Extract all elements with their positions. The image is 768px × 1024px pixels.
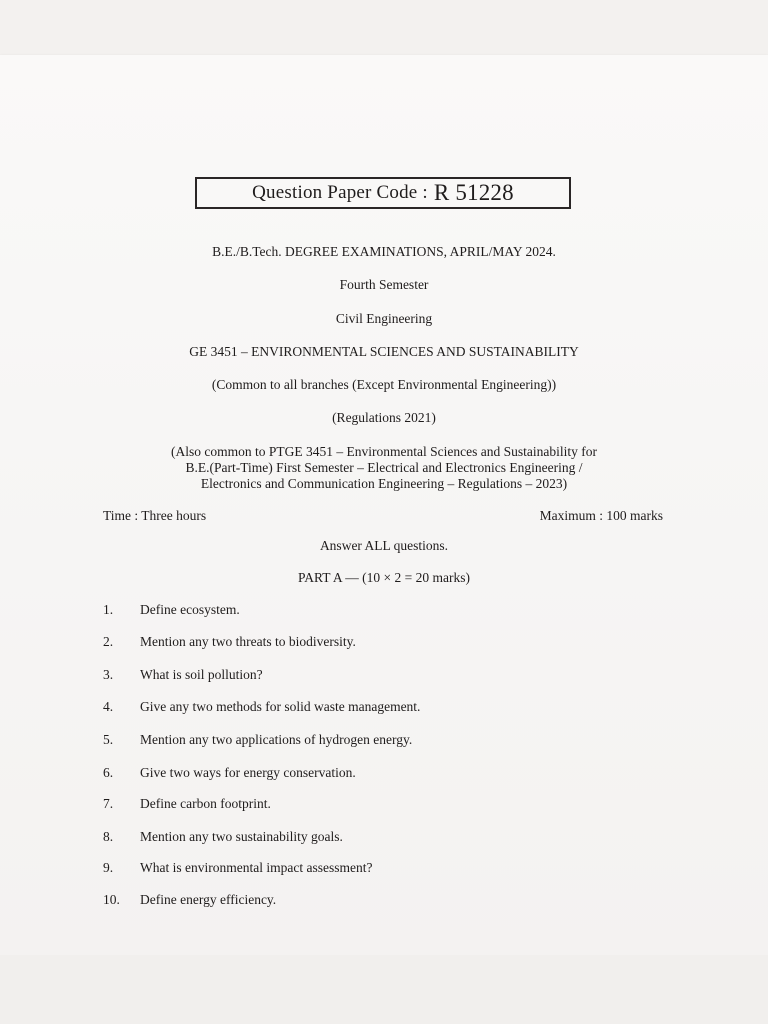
- question-item: [103, 602, 240, 618]
- question-number: 5.: [103, 732, 114, 747]
- question-number: 6.: [103, 765, 114, 780]
- question-item: [103, 765, 356, 781]
- branch: Civil Engineering: [335, 311, 433, 326]
- time-allowed: Time : Three hours: [103, 508, 207, 523]
- course-title: GE 3451 – ENVIRONMENTAL SCIENCES AND SUSTAINABILITY: [189, 344, 579, 359]
- question-text: Define ecosystem.: [140, 602, 240, 617]
- question-paper-code-box: [195, 177, 571, 209]
- question-number: 8.: [103, 829, 114, 844]
- question-text: Give two ways for energy conservation.: [140, 765, 356, 780]
- question-number: 4.: [103, 699, 114, 714]
- question-text: Mention any two threats to biodiversity.: [140, 634, 356, 649]
- also-common-line-3: Electronics and Communication Engineering – Regulations – 2023): [200, 476, 568, 491]
- question-item: [103, 732, 412, 748]
- also-common-line-1: (Also common to PTGE 3451 – Environmental Sciences and Sustainability for: [171, 444, 597, 459]
- instruction: Answer ALL questions.: [319, 538, 449, 553]
- code-label: Question Paper Code :: [252, 182, 428, 203]
- question-item: [103, 892, 276, 908]
- maximum-marks: Maximum : 100 marks: [539, 508, 663, 523]
- question-item: [103, 667, 263, 683]
- question-item: [103, 699, 420, 715]
- background-area: [0, 955, 768, 1024]
- semester: Fourth Semester: [339, 277, 429, 292]
- time-marks-row: [103, 508, 663, 524]
- question-text: Give any two methods for solid waste management.: [140, 699, 421, 714]
- question-number: 9.: [103, 860, 114, 875]
- question-text: Define energy efficiency.: [140, 892, 277, 907]
- question-number: 10.: [103, 892, 120, 907]
- degree-line: B.E./B.Tech. DEGREE EXAMINATIONS, APRIL/MAY 2024.: [212, 244, 556, 259]
- question-text: What is soil pollution?: [140, 667, 263, 682]
- question-item: [103, 634, 356, 650]
- question-text: Mention any two applications of hydrogen energy.: [140, 732, 413, 747]
- question-number: 3.: [103, 667, 114, 682]
- question-text: Mention any two sustainability goals.: [140, 829, 343, 844]
- question-number: 7.: [103, 796, 114, 811]
- part-heading: PART A — (10 × 2 = 20 marks): [298, 570, 470, 585]
- question-text: Define carbon footprint.: [140, 796, 271, 811]
- question-number: 2.: [103, 634, 114, 649]
- regulations: (Regulations 2021): [332, 410, 436, 425]
- question-text: What is environmental impact assessment?: [140, 860, 373, 875]
- also-common-line-2: B.E.(Part-Time) First Semester – Electrical and Electronics Engineering /: [185, 460, 583, 475]
- question-item: [103, 829, 343, 845]
- code-value: R 51228: [433, 180, 514, 205]
- common-note: (Common to all branches (Except Environmental Engineering)): [211, 377, 557, 392]
- question-item: [103, 860, 372, 876]
- question-item: [103, 796, 271, 812]
- question-number: 1.: [103, 602, 114, 617]
